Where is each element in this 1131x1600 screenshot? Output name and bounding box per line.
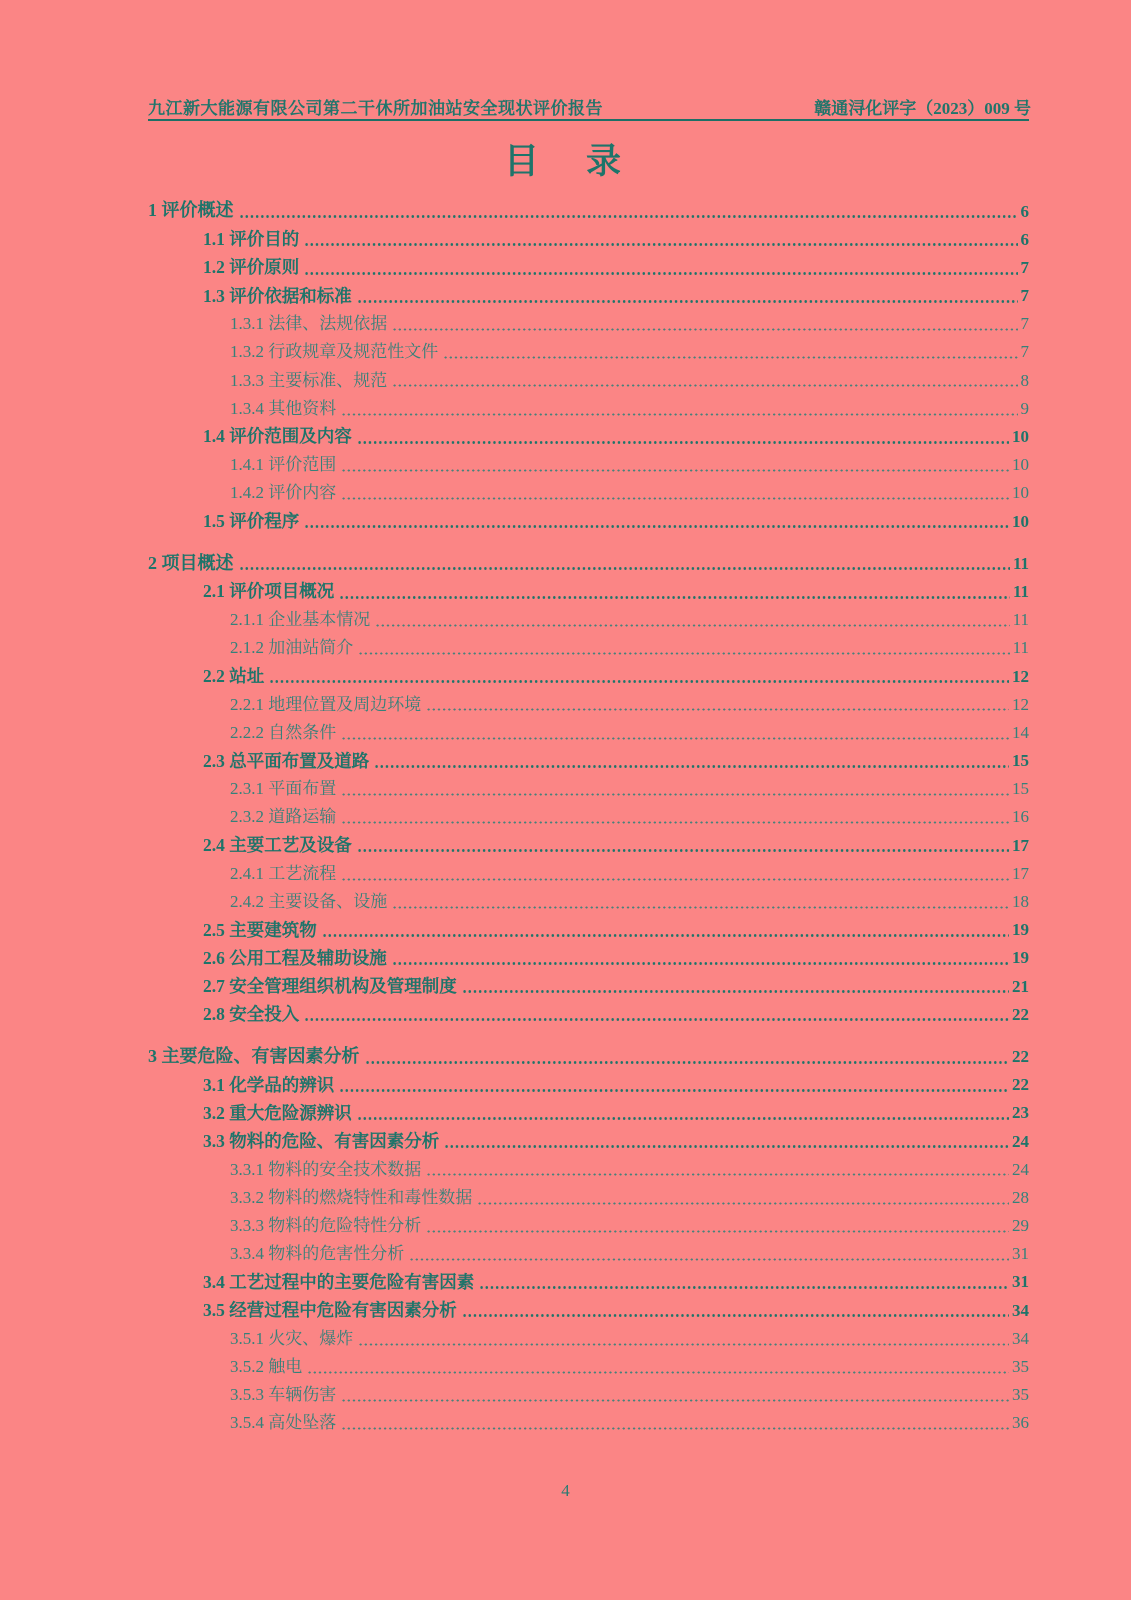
toc-leader-dots [341,1399,1009,1402]
toc-entry-page: 7 [1020,342,1029,362]
toc-leader-dots [443,356,1017,359]
header-doc-number: 赣通浔化评字（2023）009 号 [814,99,1031,118]
toc-leader-dots [339,1089,1009,1092]
toc-entry-label: 1 评价概述 [148,200,234,221]
toc-leader-dots [426,1173,1009,1176]
toc-entry-page: 7 [1020,257,1029,277]
toc-leader-dots [374,765,1009,768]
toc-leader-dots [357,300,1018,303]
toc-leader-dots [426,708,1009,711]
toc-entry [148,1320,1029,1348]
toc-entry [148,1067,1029,1095]
toc-entry-label: 2 项目概述 [148,552,234,573]
toc-entry-label: 3.3.4 物料的危害性分析 [230,1244,405,1264]
toc-entry-label: 3.5.2 触电 [230,1357,303,1376]
toc-entry-label: 3.5.3 车辆伤害 [230,1385,337,1405]
toc-entry [148,1208,1029,1236]
toc-entry-page: 17 [1012,863,1029,883]
toc-entry-page: 22 [1012,1004,1029,1024]
toc-entry [148,884,1029,912]
toc-leader-dots [304,525,1009,528]
toc-entry-label: 3.5.4 高处坠落 [230,1413,337,1433]
toc-leader-dots [341,793,1009,796]
toc-entry-page: 17 [1012,835,1029,855]
toc-entry-page: 7 [1020,314,1029,334]
toc-entry-page: 19 [1012,920,1029,940]
toc-leader-dots [365,1061,1010,1064]
toc-entry-label: 2.3.2 道路运输 [230,807,337,827]
toc-entry-label: 1.4.2 评价内容 [230,483,337,503]
toc-leader-dots [239,215,1018,218]
toc-entry [148,447,1029,475]
toc-entry-label: 3.3.3 物料的危险特性分析 [230,1216,422,1236]
toc-entry-label: 2.1.1 企业基本情况 [230,610,371,630]
toc-leader-dots [322,934,1009,937]
toc-leader-dots [375,624,1009,627]
toc-entry-label: 1.2 评价原则 [203,257,300,278]
toc-entry-label: 3.3 物料的危险、有害因素分析 [203,1130,440,1151]
toc-entry [148,1123,1029,1151]
toc-entry [148,1264,1029,1292]
toc-leader-dots [269,680,1009,683]
toc-entry-page: 15 [1012,779,1029,799]
toc-entry [148,1095,1029,1123]
toc-entry-page: 6 [1020,229,1029,249]
toc-entry [148,714,1029,742]
toc-entry-page: 11 [1012,638,1029,658]
toc-entry-label: 2.6 公用工程及辅助设施 [203,947,387,968]
toc-entry [148,221,1029,249]
toc-entry-label: 1.3.4 其他资料 [230,398,337,418]
toc-entry-label: 1.3.3 主要标准、规范 [230,370,388,390]
toc-entry-page: 15 [1012,751,1029,771]
toc-entry [148,996,1029,1024]
toc-entry-label: 3.5 经营过程中危险有害因素分析 [203,1300,457,1321]
toc-leader-dots [357,441,1009,444]
header-report-title: 九江新大能源有限公司第二干休所加油站安全现状评价报告 [148,99,603,118]
toc-entry [148,855,1029,883]
toc-entry [148,686,1029,714]
toc-entry [148,1292,1029,1320]
toc-leader-dots [392,962,1009,965]
toc-leader-dots [307,1371,1009,1374]
toc-entry [148,771,1029,799]
toc-entry-label: 1.4 评价范围及内容 [203,426,352,447]
toc-entry [148,419,1029,447]
toc-entry [148,827,1029,855]
toc-entry-label: 2.2.1 地理位置及周边环境 [230,694,422,714]
toc-entry-label: 3.2 重大危险源辨识 [203,1102,352,1123]
toc-entry-label: 2.4 主要工艺及设备 [203,835,352,856]
toc-leader-dots [357,849,1009,852]
toc-entry-page: 23 [1012,1103,1029,1123]
toc-entry-page: 22 [1012,1046,1029,1066]
toc-leader-dots [392,384,1017,387]
toc-entry [148,1151,1029,1179]
toc-entry-page: 8 [1020,370,1029,390]
header-divider [148,119,1029,121]
toc-leader-dots [358,652,1009,655]
toc-leader-dots [462,1314,1009,1317]
toc-entry-label: 2.2 站址 [203,665,265,686]
toc-entry-page: 6 [1020,201,1029,221]
toc-entry-label: 1.3 评价依据和标准 [203,285,352,306]
toc-leader-dots [462,990,1009,993]
toc-entry-label: 2.1 评价项目概况 [203,581,335,602]
toc-entry [148,193,1029,221]
toc-entry-page: 7 [1020,286,1029,306]
toc-leader-dots [341,878,1009,881]
toc-entry [148,743,1029,771]
toc-entry-label: 2.8 安全投入 [203,1004,300,1025]
toc-entry-label: 2.5 主要建筑物 [203,919,317,940]
toc-entry [148,249,1029,277]
toc-entry-page: 10 [1012,455,1029,475]
toc-entry-label: 3.3.2 物料的燃烧特性和毒性数据 [230,1187,473,1207]
toc-leader-dots [392,328,1017,331]
toc-entry-page: 10 [1012,511,1029,531]
toc-entry [148,940,1029,968]
toc-leader-dots [357,1117,1009,1120]
toc-entry-page: 31 [1012,1272,1029,1292]
toc-entry-label: 2.1.2 加油站简介 [230,638,354,658]
toc-entry [148,912,1029,940]
toc-entry-page: 16 [1012,807,1029,827]
toc-entry [148,602,1029,630]
toc-entry-label: 1.4.1 评价范围 [230,455,337,475]
toc-entry-page: 34 [1012,1300,1029,1320]
toc-entry-page: 24 [1012,1159,1029,1179]
toc-leader-dots [341,737,1009,740]
toc-entry-label: 1.1 评价目的 [203,229,300,250]
toc-entry-page: 28 [1012,1187,1029,1207]
toc-entry [148,1236,1029,1264]
toc-entry-page: 12 [1012,694,1029,714]
toc-entry-label: 2.7 安全管理组织机构及管理制度 [203,976,457,996]
toc-leader-dots [392,906,1009,909]
toc-entry-page: 9 [1020,398,1029,418]
toc-leader-dots [409,1258,1009,1261]
toc-entry-page: 24 [1012,1131,1029,1151]
toc-entry [148,334,1029,362]
page-title: 目 录 [503,142,627,181]
toc-entry-label: 2.3.1 平面布置 [230,779,337,799]
toc-entry [148,1349,1029,1377]
toc-leader-dots [341,497,1009,500]
toc-entry [148,658,1029,686]
toc-entry [148,545,1029,573]
toc-leader-dots [339,596,1010,599]
toc-entry [148,503,1029,531]
toc-leader-dots [479,1286,1009,1289]
toc-entry-page: 19 [1012,948,1029,968]
toc-entry-page: 14 [1012,722,1029,742]
toc-entry-label: 2.4.1 工艺流程 [230,863,337,883]
toc-entry [148,1405,1029,1433]
toc-entry-label: 2.2.2 自然条件 [230,722,337,742]
toc-entry-page: 21 [1012,976,1029,996]
toc-entry-page: 11 [1012,553,1029,573]
toc-entry [148,1377,1029,1405]
toc-entry-label: 3.5.1 火灾、爆炸 [230,1328,354,1348]
toc-leader-dots [341,413,1017,416]
toc-leader-dots [341,469,1009,472]
toc-entry-label: 1.3.1 法律、法规依据 [230,314,388,334]
toc-entry-label: 3.4 工艺过程中的主要危险有害因素 [203,1271,475,1292]
toc-entry [148,390,1029,418]
toc-entry-label: 3.3.1 物料的安全技术数据 [230,1159,422,1179]
toc-entry-label: 3 主要危险、有害因素分析 [148,1045,360,1066]
toc-entry-page: 36 [1012,1413,1029,1433]
toc-entry [148,968,1029,996]
toc-entry [148,475,1029,503]
toc-leader-dots [341,821,1009,824]
toc-entry [148,799,1029,827]
toc-list [148,193,1029,1433]
toc-entry-label: 1.5 评价程序 [203,511,300,531]
toc-leader-dots [304,272,1017,275]
toc-leader-dots [341,1427,1009,1430]
toc-leader-dots [477,1202,1009,1205]
toc-entry [148,630,1029,658]
toc-entry-page: 10 [1012,427,1029,446]
toc-entry-page: 11 [1012,610,1029,630]
toc-entry [148,278,1029,306]
toc-leader-dots [304,243,1017,246]
toc-entry-page: 31 [1012,1244,1029,1264]
toc-entry-page: 29 [1012,1216,1029,1236]
toc-leader-dots [444,1145,1009,1148]
toc-entry-label: 3.1 化学品的辨识 [203,1074,335,1095]
toc-entry [148,1038,1029,1066]
toc-entry-page: 22 [1012,1075,1029,1095]
toc-entry-page: 35 [1012,1385,1029,1405]
footer-page-number: 4 [561,1481,570,1500]
toc-leader-dots [426,1230,1009,1233]
toc-entry-page: 34 [1012,1328,1029,1348]
toc-leader-dots [358,1343,1009,1346]
toc-entry-page: 35 [1012,1357,1029,1376]
toc-leader-dots [304,1018,1009,1021]
toc-entry-label: 2.4.2 主要设备、设施 [230,892,388,911]
toc-entry-page: 10 [1012,483,1029,503]
toc-leader-dots [239,567,1010,570]
toc-entry [148,362,1029,390]
toc-entry-page: 18 [1012,892,1029,911]
toc-entry-page: 12 [1012,666,1029,686]
toc-entry-label: 1.3.2 行政规章及规范性文件 [230,342,439,362]
toc-entry-page: 11 [1012,581,1029,601]
toc-entry [148,1179,1029,1207]
toc-entry [148,573,1029,601]
toc-entry [148,306,1029,334]
toc-entry-label: 2.3 总平面布置及道路 [203,750,370,771]
